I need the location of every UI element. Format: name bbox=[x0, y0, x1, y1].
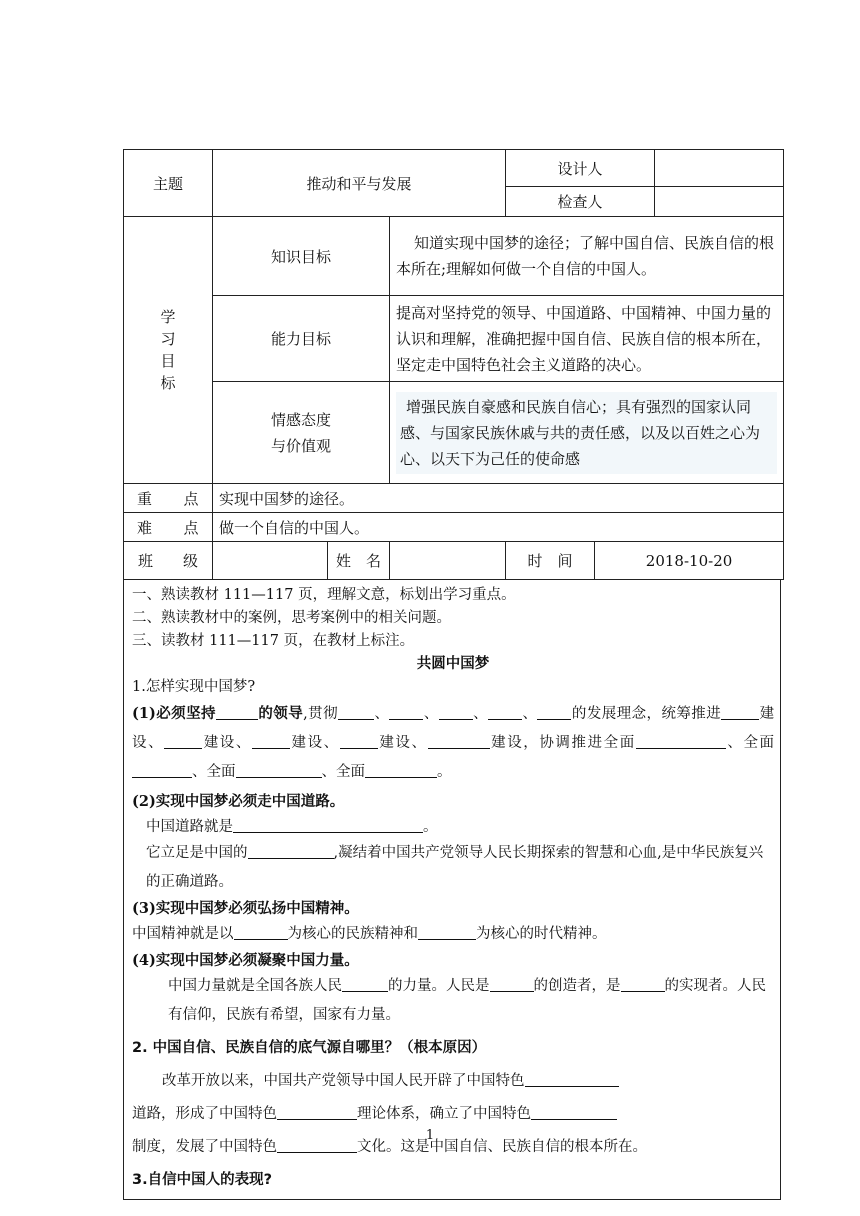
difficulty-label: 难 点 bbox=[124, 513, 213, 542]
q1-part3-title: (3)实现中国梦必须弘扬中国精神。 bbox=[132, 900, 359, 917]
checker-label: 检查人 bbox=[506, 187, 655, 217]
q3-title: 3.自信中国人的表现? bbox=[132, 1172, 273, 1188]
ability-goal-label: 能力目标 bbox=[213, 296, 390, 382]
q2-line2: 道路，形成了中国特色 理论体系，确立了中国特色 bbox=[132, 1100, 774, 1129]
blank[interactable] bbox=[132, 761, 192, 778]
key-point-label: 重 点 bbox=[124, 484, 213, 513]
class-value[interactable] bbox=[213, 542, 328, 580]
blank[interactable] bbox=[531, 1103, 617, 1120]
key-point-value: 实现中国梦的途径。 bbox=[213, 484, 784, 513]
objectives-side-label: 学 习 目 标 bbox=[124, 217, 213, 484]
class-label: 班 级 bbox=[124, 542, 213, 580]
blank[interactable] bbox=[636, 732, 726, 749]
blank[interactable] bbox=[252, 732, 290, 749]
q1-part4-title: (4)实现中国梦必须凝聚中国力量。 bbox=[132, 952, 359, 969]
blank[interactable] bbox=[164, 732, 202, 749]
checker-value[interactable] bbox=[655, 187, 784, 217]
topic-label: 主题 bbox=[124, 150, 213, 217]
emotion-goal-label: 情感态度 与价值观 bbox=[213, 382, 390, 484]
blank[interactable] bbox=[490, 975, 534, 992]
blank[interactable] bbox=[428, 732, 490, 749]
q1-part1: (1)必须坚持 的领导,贯彻 、 、 、 、 的发展理念，统筹推进 建设、 建设、 建设、 建设、 建设，协调推进全面 、全面、全面 、全面 。 bbox=[132, 705, 775, 780]
blank[interactable] bbox=[338, 703, 374, 720]
knowledge-goal-label: 知识目标 bbox=[213, 217, 390, 296]
blank[interactable] bbox=[216, 703, 258, 720]
header-table bbox=[123, 149, 784, 580]
q2-line1: 改革开放以来，中国共产党领导中国人民开辟了中国特色 bbox=[132, 1067, 774, 1096]
date-value: 2018-10-20 bbox=[595, 542, 784, 580]
q1-part2-line1: 中国道路就是 。 bbox=[132, 816, 774, 839]
blank[interactable] bbox=[236, 761, 322, 778]
ability-goal-text: 提高对坚持党的领导、中国道路、中国精神、中国力量的认识和理解，准确把握中国自信、民族自信的根本所在，坚定走中国特色社会主义道路的决心。 bbox=[390, 296, 784, 382]
designer-value[interactable] bbox=[655, 150, 784, 187]
page-number: 1 bbox=[425, 1128, 435, 1143]
worksheet bbox=[123, 149, 783, 1200]
section-title: 共圆中国梦 bbox=[416, 656, 490, 672]
q1-title: 1.怎样实现中国梦? bbox=[132, 679, 256, 695]
blank[interactable] bbox=[342, 975, 388, 992]
q2-line3: 制度，发展了中国特色 文化。这是中国自信、民族自信的根本所在。 bbox=[132, 1133, 774, 1162]
instruction-3: 三、读教材 111—117 页，在教材上标注。 bbox=[132, 633, 415, 649]
blank[interactable] bbox=[248, 842, 334, 859]
blank[interactable] bbox=[721, 703, 759, 720]
name-value[interactable] bbox=[390, 542, 506, 580]
blank[interactable] bbox=[488, 703, 522, 720]
name-label: 姓 名 bbox=[328, 542, 390, 580]
blank[interactable] bbox=[365, 761, 437, 778]
blank[interactable] bbox=[389, 703, 423, 720]
q1-part2-line2: 它立足是中国的 ,凝结着中国共产党领导人民长期探索的智慧和心血,是中华民族复兴的正确道路。 bbox=[132, 839, 774, 897]
q2-title: 2. 中国自信、民族自信的底气源自哪里？（根本原因） bbox=[132, 1040, 487, 1056]
blank[interactable] bbox=[525, 1070, 619, 1087]
blank[interactable] bbox=[234, 923, 288, 940]
q1-part4-line: 中国力量就是全国各族人民 的力量。人民是 的创造者，是 的实现者。人民有信仰，民族有希望，国家有力量。 bbox=[132, 972, 774, 1030]
blank[interactable] bbox=[439, 703, 473, 720]
topic-value: 推动和平与发展 bbox=[213, 150, 506, 217]
blank[interactable] bbox=[233, 816, 423, 833]
instruction-1: 一、熟读教材 111—117 页，理解文意，标划出学习重点。 bbox=[132, 587, 516, 603]
blank[interactable] bbox=[340, 732, 378, 749]
blank[interactable] bbox=[621, 975, 665, 992]
difficulty-value: 做一个自信的中国人。 bbox=[213, 513, 784, 542]
q1-part2-title: (2)实现中国梦必须走中国道路。 bbox=[132, 793, 345, 810]
instruction-2: 二、熟读教材中的案例，思考案例中的相关问题。 bbox=[132, 610, 451, 626]
designer-label: 设计人 bbox=[506, 150, 655, 187]
emotion-goal-text: 增强民族自豪感和民族自信心；具有强烈的国家认同感、与国家民族休戚与共的责任感，以及以百姓之心为心、以天下为己任的使命感 bbox=[390, 382, 784, 484]
blank[interactable] bbox=[537, 703, 571, 720]
knowledge-goal-text: 知道实现中国梦的途径；了解中国自信、民族自信的根本所在;理解如何做一个自信的中国人。 bbox=[390, 217, 784, 296]
blank[interactable] bbox=[418, 923, 476, 940]
study-content bbox=[123, 580, 781, 1200]
blank[interactable] bbox=[277, 1103, 357, 1120]
q1-part3-line: 中国精神就是以 为核心的民族精神和 为核心的时代精神。 bbox=[132, 920, 774, 949]
time-label: 时 间 bbox=[506, 542, 595, 580]
